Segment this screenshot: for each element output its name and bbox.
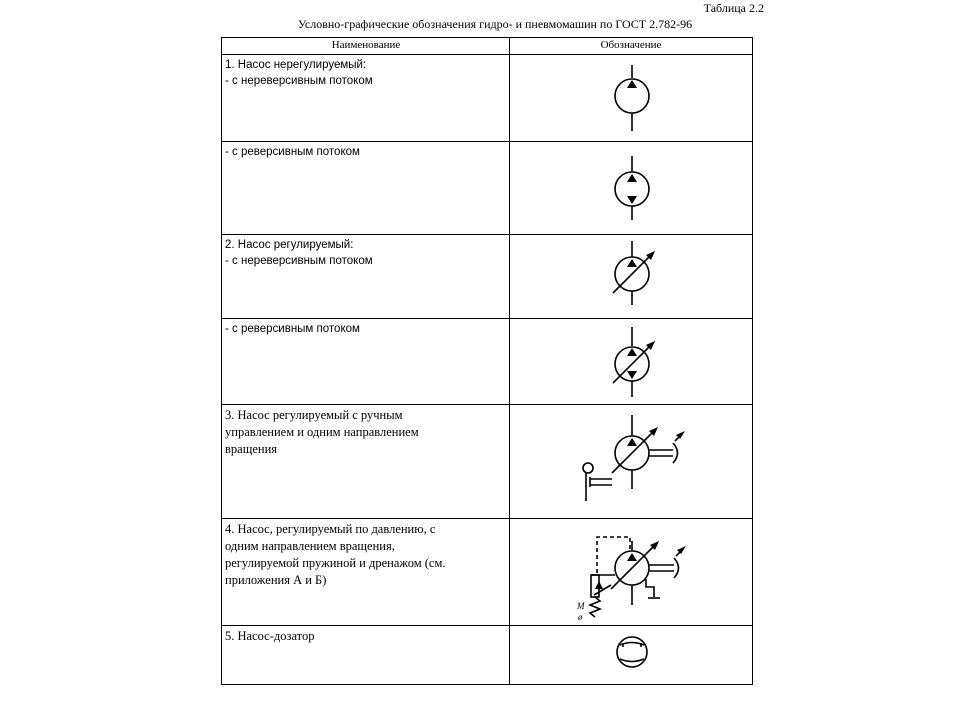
table-row <box>222 142 752 235</box>
row-text-line: - с реверсивным потоком <box>225 323 360 335</box>
row-text-line: 2. Насос регулируемый: <box>225 239 354 251</box>
row-description <box>225 57 503 89</box>
table-caption: Условно-графические обозначения гидро- и пневмомашин по ГОСТ 2.782-96 <box>297 17 693 31</box>
row-text-line: 1. Насос нерегулируемый: <box>225 59 367 71</box>
row-text-line: одним направлением вращения, <box>225 539 395 553</box>
row-description <box>225 144 503 160</box>
table-row <box>222 626 752 684</box>
row-text-line: 5. Насос-дозатор <box>225 629 315 643</box>
row-text-line: регулируемой пружиной и дренажом (см. <box>225 556 446 570</box>
pump-pressure-compensated-symbol <box>510 519 752 625</box>
metering-pump-symbol <box>510 626 752 684</box>
symbol-label-diameter: ø <box>578 612 583 622</box>
column-header-symbol: Обозначение <box>600 39 662 51</box>
row-description <box>225 321 503 337</box>
column-header-name: Наименование <box>331 39 401 51</box>
pump-variable-reversible-symbol <box>510 319 752 404</box>
table-row <box>222 319 752 405</box>
row-description <box>225 628 503 645</box>
row-text-line: вращения <box>225 442 278 456</box>
pump-fixed-unidirectional-symbol <box>510 55 752 141</box>
table-number: Таблица 2.2 <box>703 1 764 15</box>
pump-fixed-reversible-symbol <box>510 142 752 234</box>
row-description <box>225 407 503 458</box>
table-header <box>222 38 752 55</box>
table-row <box>222 405 752 519</box>
row-text-line: - с нереверсивным потоком <box>225 255 373 267</box>
row-description <box>225 237 503 269</box>
table-row <box>222 519 752 626</box>
row-text-line: 4. Насос, регулируемый по давлению, с <box>225 522 436 536</box>
row-text-line: - с нереверсивным потоком <box>225 75 373 87</box>
row-text-line: управлением и одним направлением <box>225 425 419 439</box>
table-row <box>222 235 752 319</box>
symbols-table <box>221 37 753 685</box>
table-row <box>222 55 752 142</box>
row-text-line: 3. Насос регулируемый с ручным <box>225 408 403 422</box>
pump-variable-unidirectional-symbol <box>510 235 752 318</box>
row-text-line: - с реверсивным потоком <box>225 146 360 158</box>
pump-variable-manual-control-symbol <box>510 405 752 518</box>
row-text-line: приложения А и Б) <box>225 573 327 587</box>
row-description <box>225 521 503 589</box>
symbol-label-motor: M <box>577 601 585 611</box>
